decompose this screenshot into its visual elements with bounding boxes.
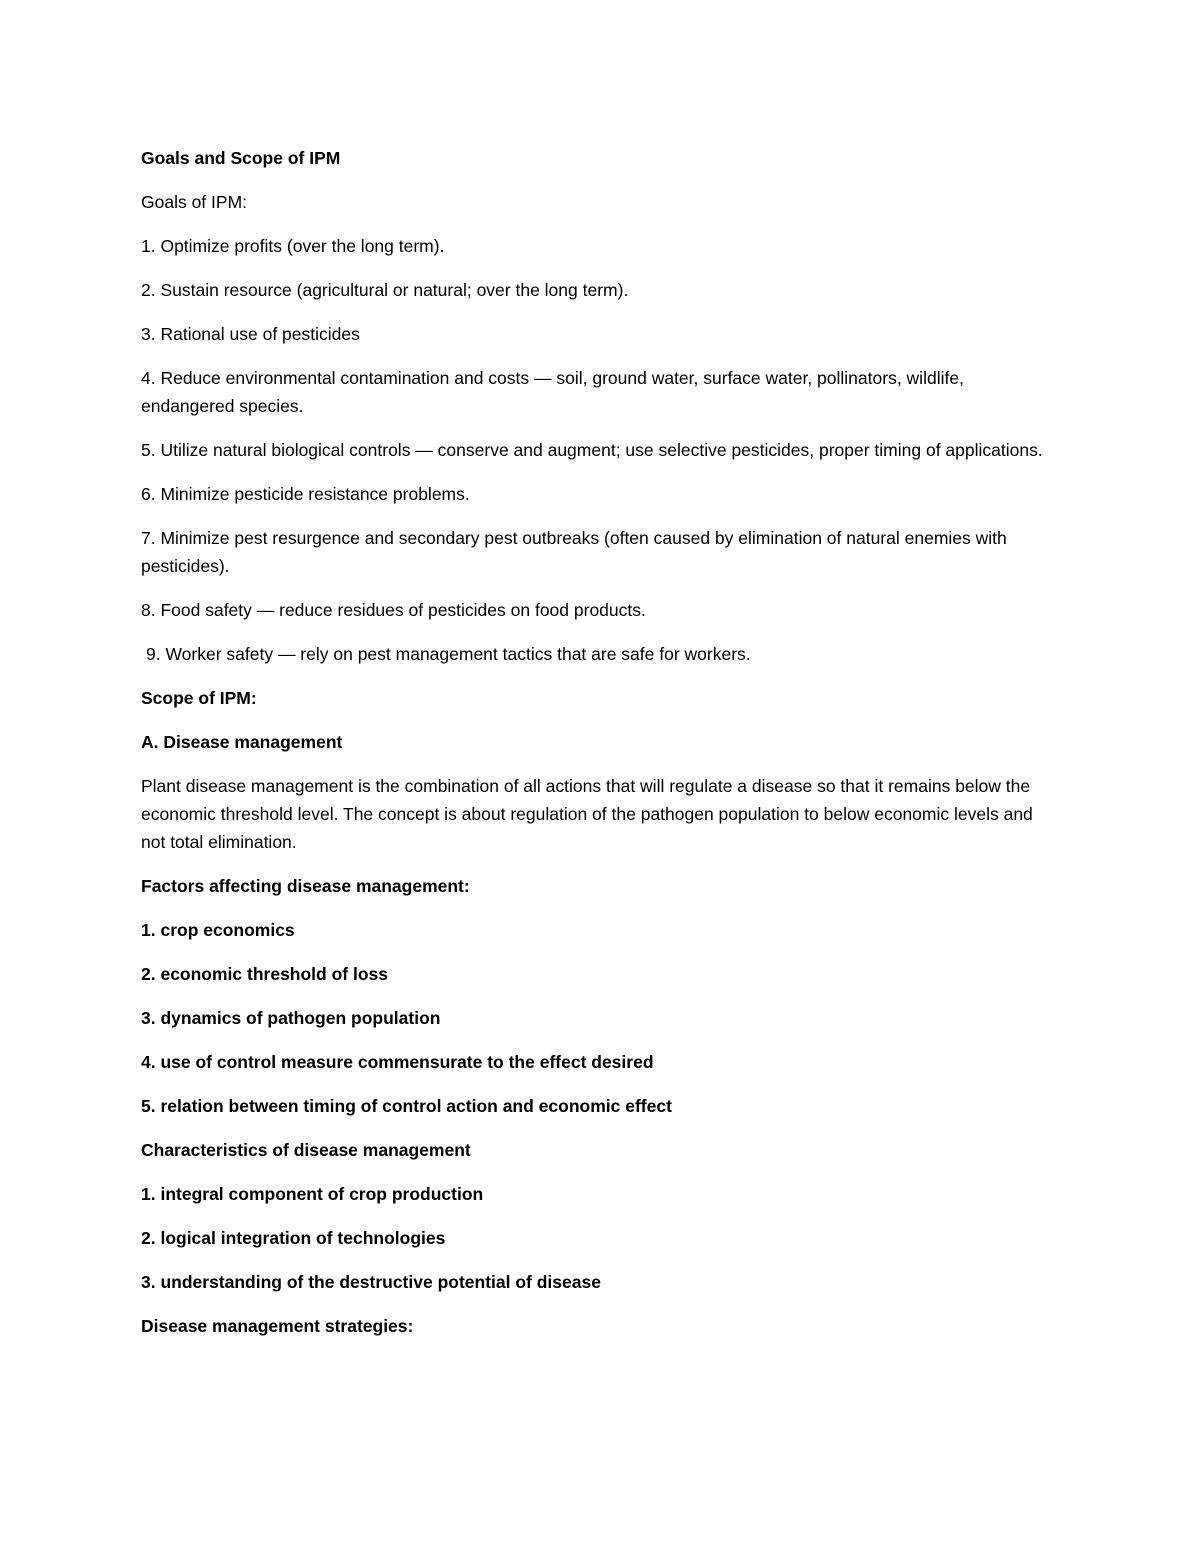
goal-item: 2. Sustain resource (agricultural or natural; over the long term). — [141, 280, 629, 300]
goals-heading: Goals of IPM: — [141, 192, 248, 212]
characteristics-heading: Characteristics of disease management — [141, 1140, 471, 1160]
goal-item: 1. Optimize profits (over the long term). — [141, 236, 445, 256]
goal-item: 3. Rational use of pesticides — [141, 324, 360, 344]
section-a-heading: A. Disease management — [141, 732, 343, 752]
factors-heading: Factors affecting disease management: — [141, 876, 470, 896]
factor-item: 2. economic threshold of loss — [141, 964, 388, 984]
characteristic-item: 1. integral component of crop production — [141, 1184, 484, 1204]
document-title: Goals and Scope of IPM — [141, 148, 341, 168]
factor-item: 5. relation between timing of control action and economic effect — [141, 1096, 672, 1116]
document-body — [141, 144, 1061, 1356]
scope-heading: Scope of IPM: — [141, 688, 257, 708]
goal-item: 6. Minimize pesticide resistance problems. — [141, 484, 470, 504]
characteristic-item: 2. logical integration of technologies — [141, 1228, 446, 1248]
goal-item: 5. Utilize natural biological controls — conserve and augment; use selective pesticides, proper timing of applications. — [141, 440, 1043, 460]
goal-item: 9. Worker safety — rely on pest management tactics that are safe for workers. — [146, 644, 751, 664]
goal-item: 4. Reduce environmental contamination and costs — soil, ground water, surface water, pollinators, wildlife, endangered species. — [141, 368, 964, 416]
characteristic-item: 3. understanding of the destructive potential of disease — [141, 1272, 601, 1292]
strategies-heading: Disease management strategies: — [141, 1316, 414, 1336]
factor-item: 3. dynamics of pathogen population — [141, 1008, 441, 1028]
section-a-paragraph: Plant disease management is the combination of all actions that will regulate a disease so that it remains below the economic threshold level. The concept is about regulation of the pathogen population to below economic levels and not total elimination. — [141, 776, 1033, 852]
goal-item: 8. Food safety — reduce residues of pesticides on food products. — [141, 600, 646, 620]
factor-item: 1. crop economics — [141, 920, 295, 940]
factor-item: 4. use of control measure commensurate to the effect desired — [141, 1052, 654, 1072]
goal-item: 7. Minimize pest resurgence and secondary pest outbreaks (often caused by elimination of natural enemies with pesticides). — [141, 528, 1007, 576]
